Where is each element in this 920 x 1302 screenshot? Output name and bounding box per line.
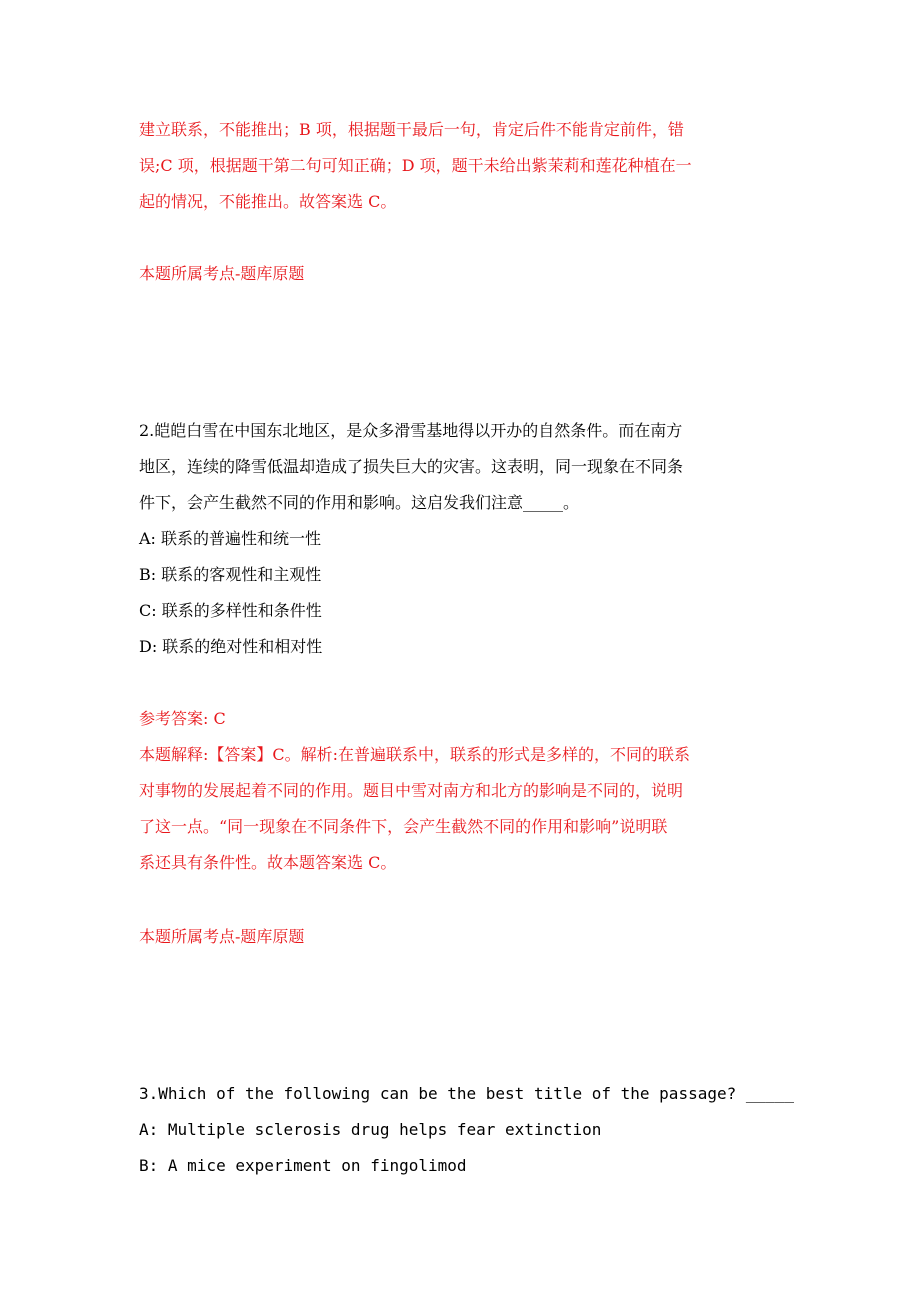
q1-analysis-line: 误;C 项，根据题干第二句可知正确；D 项，题干未给出紫茉莉和莲花种植在一 [139,156,692,175]
q1-source [139,256,784,292]
q2-analysis-line: 了这一点。“同一现象在不同条件下，会产生截然不同的作用和影响”说明联 [139,817,668,836]
q1-analysis [139,112,784,220]
q2-stem-line: 2.皑皑白雪在中国东北地区，是众多滑雪基地得以开办的自然条件。而在南方 [139,421,683,440]
q2-option-d: D: 联系的绝对性和相对性 [139,637,323,656]
q1-analysis-line: 建立联系，不能推出；B 项，根据题干最后一句，肯定后件不能肯定前件，错 [139,120,684,139]
q1-source-text: 本题所属考点-题库原题 [139,264,305,283]
q3-option-b: B: A mice experiment on fingolimod [139,1156,467,1175]
q3-option-a: A: Multiple sclerosis drug helps fear extinction [139,1120,602,1139]
q2-analysis-line: 系还具有条件性。故本题答案选 C。 [139,853,397,872]
q2-option-c: C: 联系的多样性和条件性 [139,601,322,620]
q2-stem [139,413,784,521]
q2-analysis-line: 本题解释:【答案】C。解析:在普遍联系中，联系的形式是多样的，不同的联系 [139,745,691,764]
q2-stem-line: 地区，连续的降雪低温却造成了损失巨大的灾害。这表明，同一现象在不同条 [139,457,684,476]
q2-analysis-line: 对事物的发展起着不同的作用。题目中雪对南方和北方的影响是不同的，说明 [139,781,684,800]
q3-stem: 3.Which of the following can be the best title of the passage? _____ [139,1084,795,1103]
q3-block [139,1076,795,1184]
q2-answer: 参考答案: C [139,709,226,728]
q2-option-a: A: 联系的普遍性和统一性 [139,529,322,548]
q2-options [139,521,784,665]
q2-answer-block [139,701,784,881]
q2-source [139,919,784,955]
q2-source-text: 本题所属考点-题库原题 [139,927,305,946]
q1-analysis-line: 起的情况，不能推出。故答案选 C。 [139,192,397,211]
q2-stem-line: 件下，会产生截然不同的作用和影响。这启发我们注意_____。 [139,493,580,512]
q2-option-b: B: 联系的客观性和主观性 [139,565,322,584]
